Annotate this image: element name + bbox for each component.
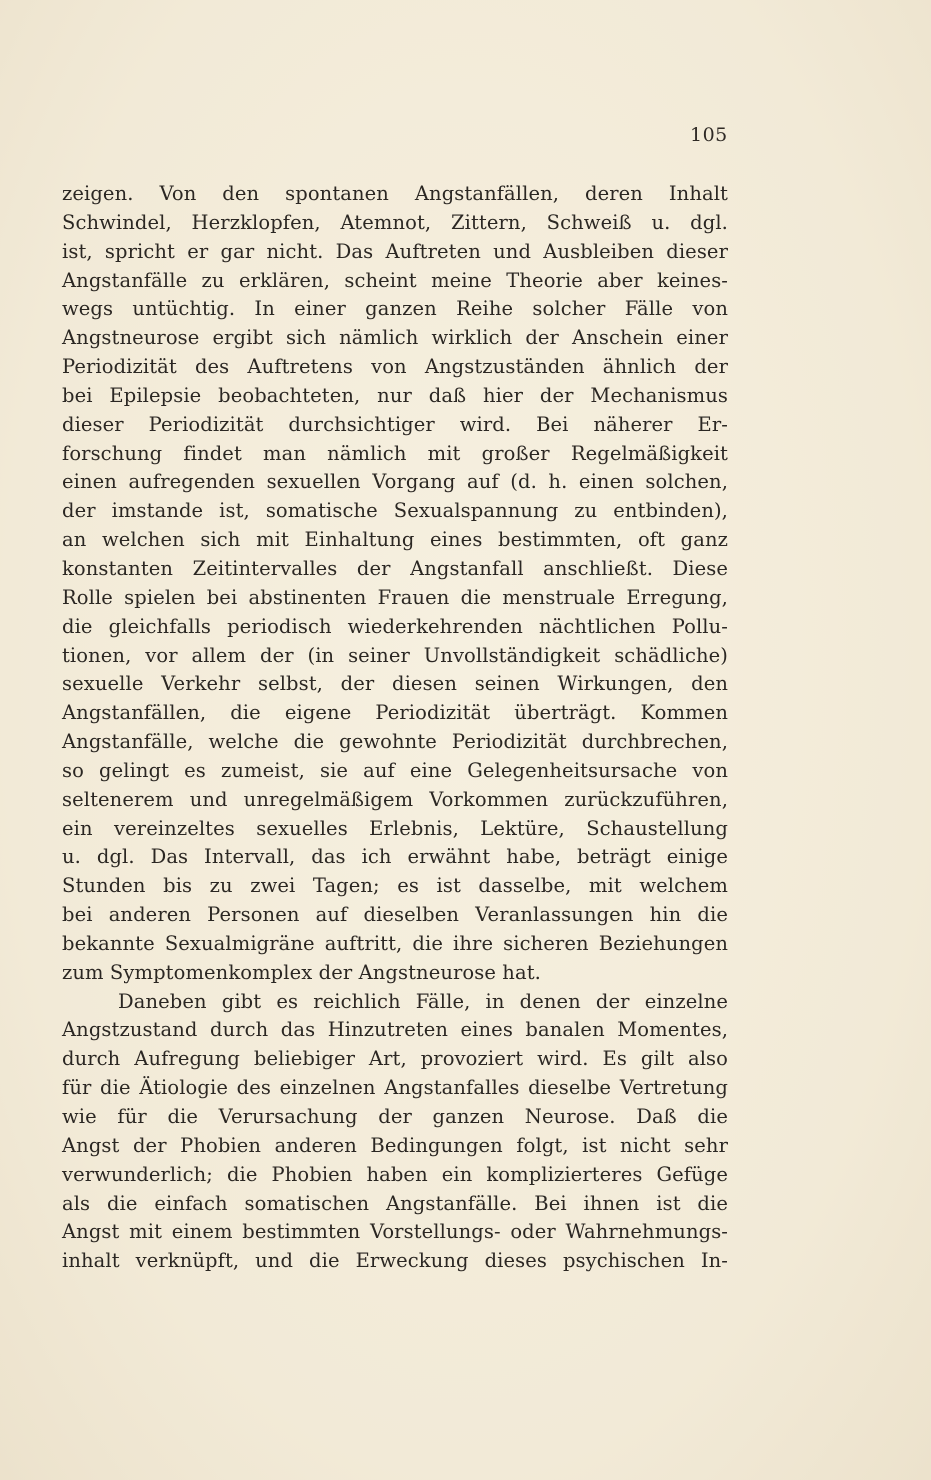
text-line: sexuelle Verkehr selbst, der diesen seinen Wirkungen, den [62, 672, 728, 696]
text-line: so gelingt es zumeist, sie auf eine Gelegenheitsursache von [62, 758, 728, 782]
text-line: verwunderlich; die Phobien haben ein komplizierteres Gefüge [62, 1162, 728, 1186]
text-line: wie für die Verursachung der ganzen Neurose. Daß die [62, 1105, 728, 1128]
text-line: wegs untüchtig. In einer ganzen Reihe solcher Fälle von [62, 297, 728, 321]
text-line: Angstzustand durch das Hinzutreten eines banalen Momentes, [62, 1018, 728, 1042]
text-line: Daneben gibt es reichlich Fälle, in denen der einzelne [118, 989, 728, 1013]
text-line: Angstneurose ergibt sich nämlich wirklich der Anschein einer [62, 326, 728, 350]
text-line: zum Symptomenkomplex der Angstneurose hat. [62, 960, 541, 984]
text-line: durch Aufregung beliebiger Art, provoziert wird. Es gilt also [62, 1047, 728, 1071]
text-line: seltenerem und unregelmäßigem Vorkommen zurückzuführen, [62, 787, 728, 811]
paragraph [62, 180, 728, 988]
text-line: dieser Periodizität durchsichtiger wird. Bei näherer Er- [62, 412, 728, 436]
text-line: Schwindel, Herzklopfen, Atemnot, Zittern, Schweiß u. dgl. [62, 210, 728, 234]
text-line: ist, spricht er gar nicht. Das Auftreten und Ausbleiben dieser [62, 239, 728, 263]
text-line: bei Epilepsie beobachteten, nur daß hier der Mechanismus [62, 383, 728, 407]
text-line: bekannte Sexualmigräne auftritt, die ihre sicheren Beziehungen [62, 931, 728, 955]
text-line: für die Ätiologie des einzelnen Angstanfalles dieselbe Vertretung [62, 1076, 728, 1100]
text-line: Angstanfällen, die eigene Periodizität überträgt. Kommen [62, 701, 728, 725]
page-number: 105 [690, 124, 728, 146]
text-line: Rolle spielen bei abstinenten Frauen die menstruale Erregung, [62, 585, 728, 609]
text-line: ein vereinzeltes sexuelles Erlebnis, Lektüre, Schaustellung [62, 816, 728, 840]
body-text [62, 180, 728, 1276]
text-line: tionen, vor allem der (in seiner Unvollständigkeit schädliche) [62, 643, 728, 667]
text-line: inhalt verknüpft, und die Erweckung dieses psychischen In- [62, 1249, 728, 1273]
text-line: die gleichfalls periodisch wiederkehrenden nächtlichen Pollu- [62, 614, 728, 638]
text-line: einen aufregenden sexuellen Vorgang auf (d. h. einen solchen, [62, 470, 728, 494]
text-line: der imstande ist, somatische Sexualspannung zu entbinden), [62, 499, 728, 523]
text-line: Angst mit einem bestimmten Vorstellungs- oder Wahrnehmungs- [62, 1220, 728, 1244]
text-line: Stunden bis zu zwei Tagen; es ist dasselbe, mit welchem [62, 874, 728, 898]
text-line: Angst der Phobien anderen Bedingungen folgt, ist nicht sehr [62, 1133, 728, 1157]
paragraph [62, 988, 728, 1276]
text-line: als die einfach somatischen Angstanfälle. Bei ihnen ist die [62, 1191, 728, 1215]
text-line: zeigen. Von den spontanen Angstanfällen, deren Inhalt [62, 182, 728, 205]
text-line: bei anderen Personen auf dieselben Veranlassungen hin die [62, 903, 728, 927]
text-line: u. dgl. Das Intervall, das ich erwähnt habe, beträgt einige [62, 845, 728, 869]
text-line: an welchen sich mit Einhaltung eines bestimmten, oft ganz [62, 528, 728, 552]
text-line: Angstanfälle, welche die gewohnte Periodizität durchbrechen, [62, 730, 728, 754]
text-line: Angstanfälle zu erklären, scheint meine Theorie aber keines- [62, 268, 728, 292]
text-line: konstanten Zeitintervalles der Angstanfall anschließt. Diese [62, 556, 728, 580]
text-line: forschung findet man nämlich mit großer Regelmäßigkeit [62, 441, 728, 465]
text-line: Periodizität des Auftretens von Angstzuständen ähnlich der [62, 355, 728, 379]
